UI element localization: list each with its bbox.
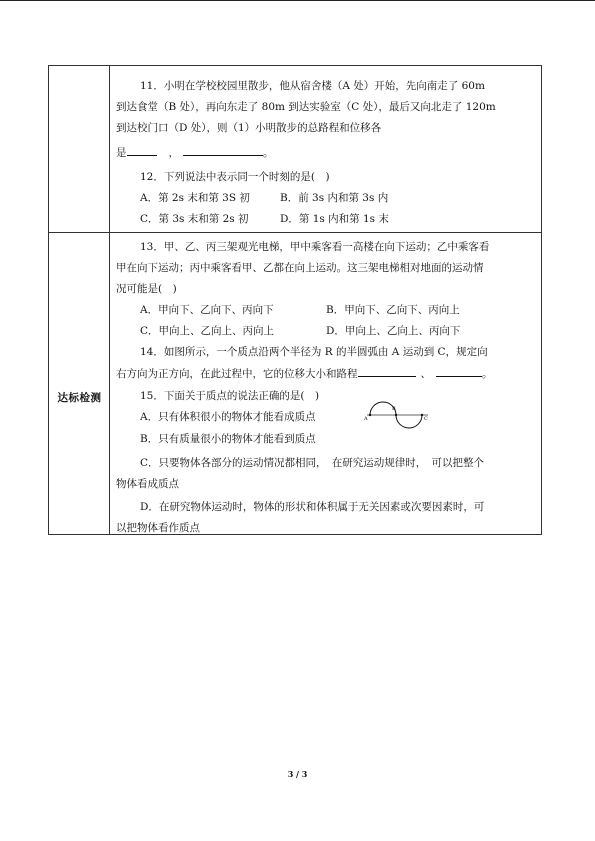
- semicircle-path-figure: [364, 395, 434, 435]
- q11-line4-prefix: 是: [116, 147, 127, 159]
- point-c-label: C: [424, 416, 428, 422]
- q13-option-b: B．甲向下、乙向下、丙向上: [326, 304, 460, 316]
- q13-option-d: D．甲向上、乙向上、丙向下: [326, 325, 461, 337]
- q11-line4-mid: ，: [168, 147, 179, 159]
- q15-option-c-line2: 物体看成质点: [116, 478, 179, 490]
- q15-option-d-line1: D．在研究物体运动时，物体的形状和体积属于无关因素或次要因素时，可: [140, 501, 485, 513]
- q14-line1: 14．如图所示，一个质点沿两个半径为 R 的半圆弧由 A 运动到 C，规定向: [140, 346, 488, 358]
- q12-stem: 12．下列说法中表示同一个时刻的是( ): [140, 171, 330, 183]
- header-rule: [0, 0, 595, 1]
- q13-option-c: C．甲向上、乙向上、丙向上: [140, 325, 275, 337]
- q15-option-b: B．只有质量很小的物体才能看到质点: [140, 433, 316, 445]
- page-number: 3 / 3: [287, 769, 308, 779]
- q13-option-a: A．甲向下、乙向下、丙向下: [140, 304, 274, 316]
- q11-line2: 到达食堂（B 处），再向东走了 80m 到达实验室（C 处），最后又向北走了 120m: [116, 101, 496, 113]
- q12-option-b: B．前 3s 内和第 3s 内: [280, 192, 389, 204]
- q14-answer-line: [116, 366, 493, 381]
- q14-line2-prefix: 右方向为正方向，在此过程中，它的位移大小和路程: [116, 368, 358, 380]
- q13-line3: 况可能是( ): [116, 283, 177, 295]
- q13-line2: 甲在向下运动；丙中乘客看甲、乙都在向上运动。这三架电梯相对地面的运动情: [116, 262, 484, 274]
- q14-line2-end: 。: [482, 368, 493, 380]
- q15-option-c-line1: C．只要物体各部分的运动情况都相同， 在研究运动规律时， 可以把整个: [140, 457, 485, 469]
- row-divider: [49, 232, 541, 233]
- q11-blank-distance[interactable]: [127, 145, 157, 156]
- q11-line3: 到达校门口（D 处），则（1）小明散步的总路程和位移各: [116, 122, 382, 134]
- q15-stem: 15．下面关于质点的说法正确的是( ): [140, 390, 320, 402]
- point-a-label: A: [364, 416, 368, 422]
- point-a-marker: [369, 414, 371, 416]
- q15-option-a: A．只有体积很小的物体才能看成质点: [140, 411, 316, 423]
- q14-line2-mid: 、: [420, 368, 431, 380]
- q11-answer-line: [116, 145, 274, 160]
- q12-option-c: C．第 3s 末和第 2s 初: [140, 213, 249, 225]
- q15-option-d-line2: 以把物体看作质点: [116, 522, 200, 534]
- worksheet-table: [48, 65, 542, 535]
- q12-option-a: A．第 2s 末和第 3S 初: [140, 192, 250, 204]
- q11-blank-displacement[interactable]: [183, 145, 263, 156]
- q11-line4-end: 。: [263, 147, 274, 159]
- q12-option-d: D．第 1s 内和第 1s 末: [280, 213, 389, 225]
- q14-blank-distance[interactable]: [436, 366, 482, 377]
- section-label: 达标检测: [57, 392, 102, 404]
- q11-line1: 11．小明在学校校园里散步，他从宿舍楼（A 处）开始，先向南走了 60m: [140, 80, 485, 92]
- point-b-marker: [395, 414, 397, 416]
- q13-line1: 13．甲、乙、丙三架观光电梯，甲中乘客看一高楼在向下运动；乙中乘客看: [140, 241, 490, 253]
- point-c-marker: [421, 414, 423, 416]
- point-b-label: B: [392, 406, 396, 412]
- lower-semicircle: [396, 415, 422, 428]
- q14-blank-displacement[interactable]: [358, 366, 416, 377]
- label-column: [49, 66, 110, 534]
